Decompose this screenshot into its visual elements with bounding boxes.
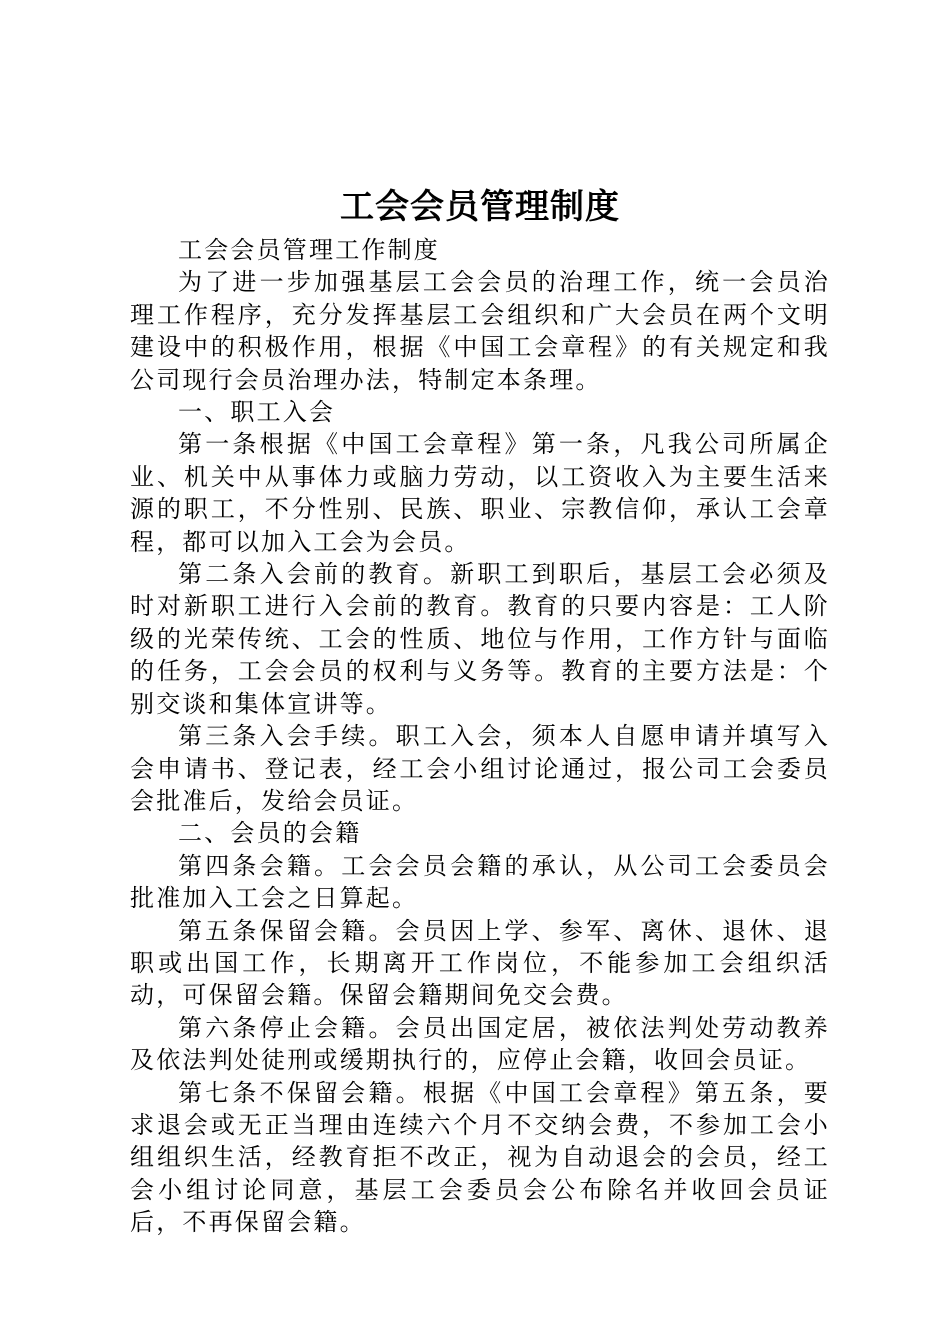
section-heading-1: 一、职工入会 bbox=[178, 398, 336, 427]
paragraph-subtitle: 工会会员管理工作制度 bbox=[178, 236, 440, 264]
article-3: 第三条入会手续。职工入会，须本人自愿申请并填写入会申请书、登记表，经工会小组讨论通过，报公司工会委员会批准后，发给会员证。 bbox=[130, 722, 830, 815]
section-heading-2: 二、会员的会籍 bbox=[178, 819, 362, 848]
article-5: 第五条保留会籍。会员因上学、参军、离休、退休、退职或出国工作，长期离开工作岗位，不能参加工会组织活动，可保留会籍。保留会籍期间免交会费。 bbox=[130, 916, 830, 1010]
article-4: 第四条会籍。工会会员会籍的承认，从公司工会委员会批准加入工会之日算起。 bbox=[130, 851, 830, 913]
document-title: 工会会员管理制度 bbox=[340, 187, 620, 227]
document-body bbox=[130, 234, 830, 1239]
article-7: 第七条不保留会籍。根据《中国工会章程》第五条，要求退会或无正当理由连续六个月不交纳会费，不参加工会小组组织生活，经教育拒不改正，视为自动退会的会员，经工会小组讨论同意，基层工会委员会公布除名并收回会员证后，不再保留会籍。 bbox=[130, 1078, 830, 1237]
article-1: 第一条根据《中国工会章程》第一条，凡我公司所属企业、机关中从事体力或脑力劳动，以工资收入为主要生活来源的职工，不分性别、民族、职业、宗教信仰，承认工会章程，都可以加入工会为会员。 bbox=[130, 430, 830, 556]
paragraph-preamble: 为了进一步加强基层工会会员的治理工作，统一会员治理工作程序，充分发挥基层工会组织和广大会员在两个文明建设中的积极作用，根据《中国工会章程》的有关规定和我公司现行会员治理办法，特制定本条理。 bbox=[130, 268, 830, 394]
article-6: 第六条停止会籍。会员出国定居，被依法判处劳动教养及依法判处徒刑或缓期执行的，应停止会籍，收回会员证。 bbox=[130, 1013, 830, 1075]
article-2: 第二条入会前的教育。新职工到职后，基层工会必须及时对新职工进行入会前的教育。教育的只要内容是：工人阶级的光荣传统、工会的性质、地位与作用，工作方针与面临的任务，工会会员的权利与义务等。教育的主要方法是：个别交谈和集体宣讲等。 bbox=[130, 560, 830, 718]
